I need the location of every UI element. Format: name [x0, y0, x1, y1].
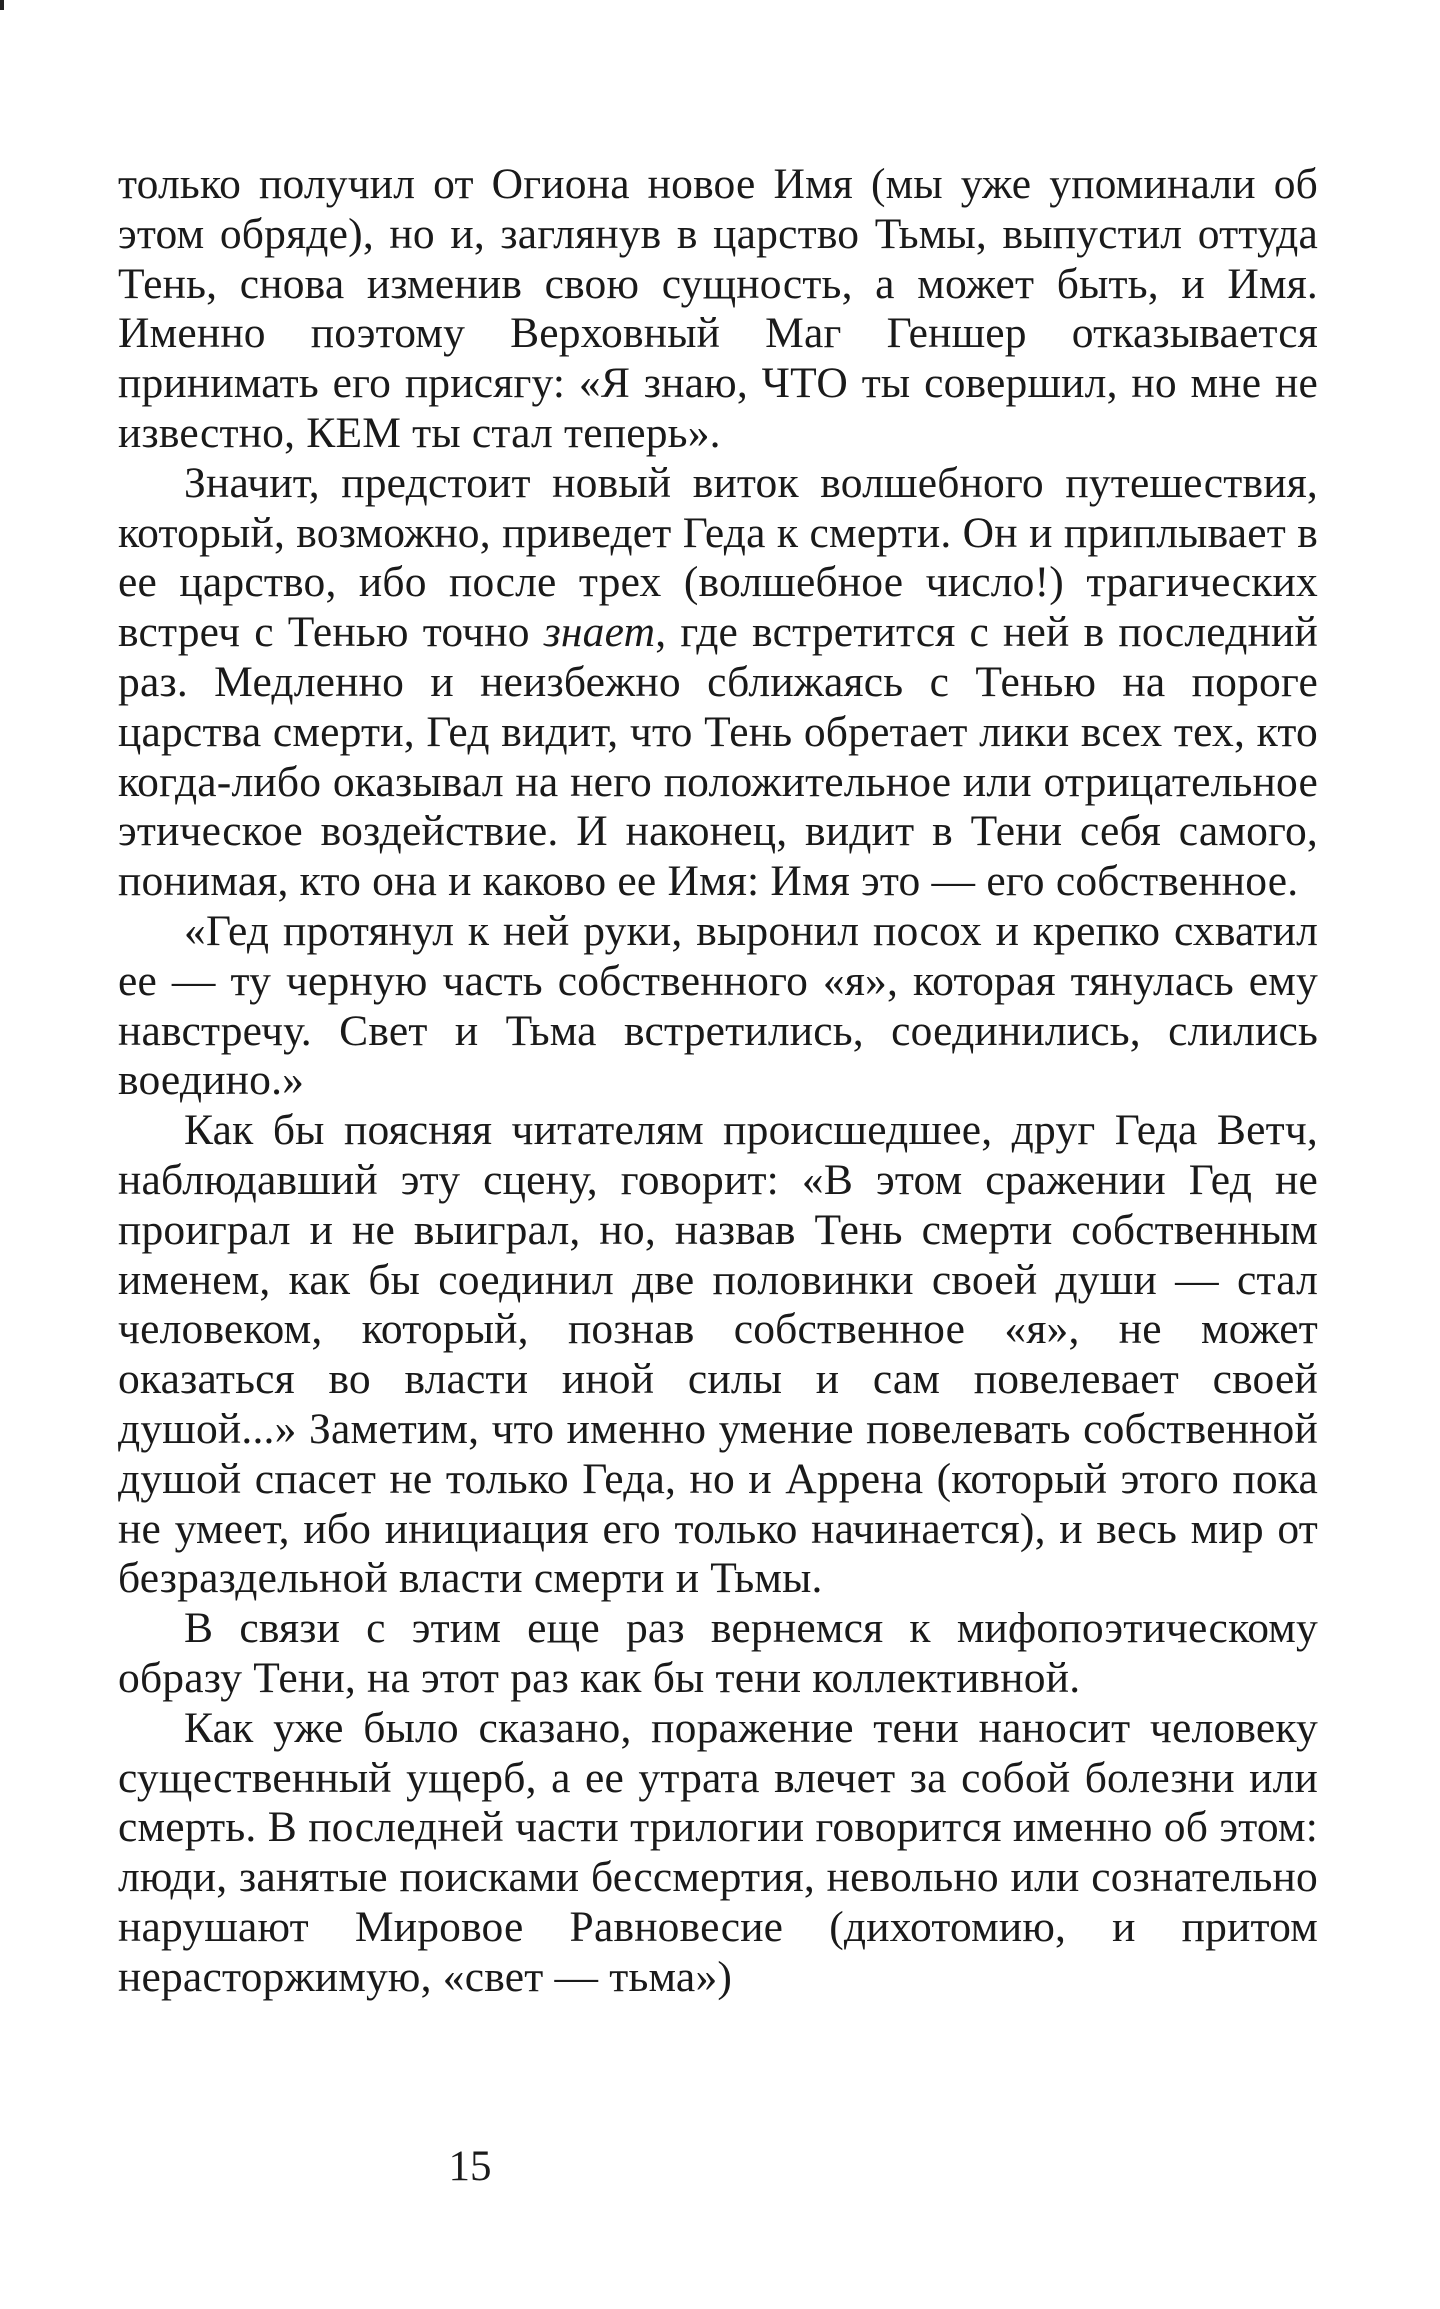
body-text: [118, 160, 1318, 2002]
paragraph: [118, 160, 1318, 459]
paragraph-text: «Гед протянул к ней руки, выронил посох и крепко схватил ее — ту черную часть собственного «я», которая тянулась ему навстречу. Свет и Тьма встретились, соединились, слились воедино.»: [118, 906, 1318, 1105]
paragraph-text: В связи с этим еще раз вернемся к мифопоэтическому образу Тени, на этот раз как бы тени коллективной.: [118, 1604, 1318, 1702]
scan-mark: [0, 0, 4, 10]
paragraph-text: , где встретится с ней в последний раз. Медленно и неизбежно сближаясь с Тенью на пороге царства смерти, Гед видит, что Тень обретает лики всех тех, кто когда-либо оказывал на него положительное или отрицательное этическое воздействие. И наконец, видит в Тени себя самого, понимая, кто она и каково ее Имя: Имя это — его собственное.: [118, 608, 1319, 906]
paragraph: [118, 1704, 1318, 2003]
emphasis-text: знает: [543, 608, 656, 657]
paragraph: [118, 459, 1318, 907]
paragraph-text: только получил от Огиона новое Имя (мы уже упоминали об этом обряде), но и, заглянув в царство Тьмы, выпустил оттуда Тень, снова изменив свою сущность, а может быть, и Имя. Именно поэтому Верховный Маг Геншер отказывается принимать его присягу: «Я знаю, ЧТО ты совершил, но мне не известно, КЕМ ты стал теперь».: [118, 160, 1318, 457]
paragraph-text: Как уже было сказано, поражение тени наносит человеку существенный ущерб, а ее утрата влечет за собой болезни или смерть. В последней части трилогии говорится именно об этом: люди, занятые поисками бессмертия, невольно или сознательно нарушают Мировое Равновесие (дихотомию, и притом нерасторжимую, «свет — тьма»): [118, 1703, 1318, 2001]
page-number: 15: [448, 2143, 492, 2190]
paragraph-text: Как бы поясняя читателям происшедшее, друг Геда Ветч, наблюдавший эту сцену, говорит: «В этом сражении Гед не проиграл и не выиграл, но, назвав Тень смерти собственным именем, как бы соединил две половинки своей души — стал человеком, который, познав собственное «я», не может оказаться во власти иной силы и сам повелевает своей душой...» Заметим, что именно умение повелевать собственной душой спасет не только Геда, но и Аррена (который этого пока не умеет, ибо инициация его только начинается), и весь мир от безраздельной власти смерти и Тьмы.: [118, 1106, 1318, 1603]
paragraph: [118, 1106, 1318, 1604]
paragraph: [118, 907, 1318, 1106]
paragraph-text: Значит, предстоит новый виток волшебного путешествия, который, возможно, приведет Геда к смерти. Он и приплывает в ее царство, ибо после трех (волшебное число!) трагических встреч с Тенью точно: [118, 458, 1318, 657]
paragraph: [118, 1604, 1318, 1704]
